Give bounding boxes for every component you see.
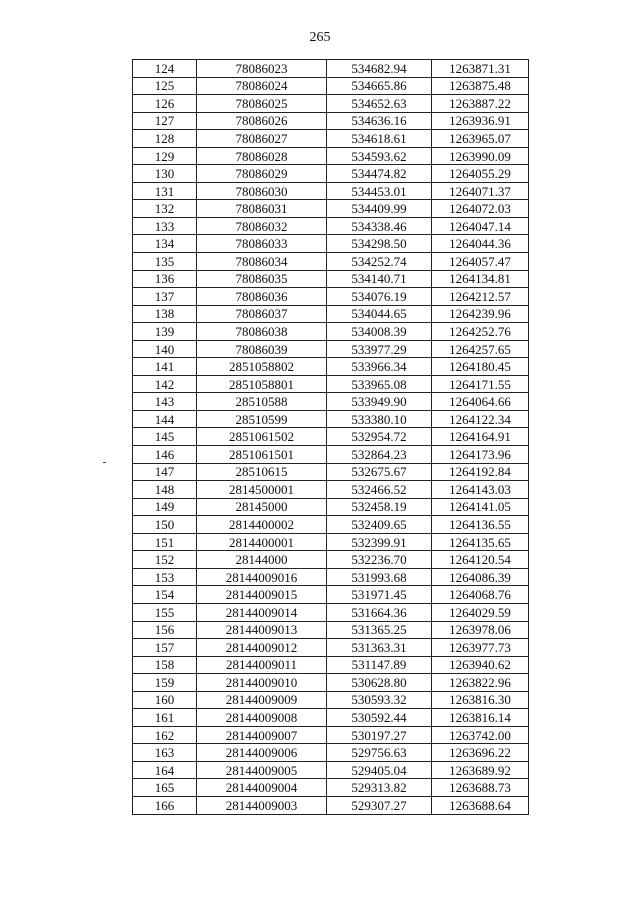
point-id-cell: 2814500001 <box>197 481 327 499</box>
row-number-cell: 146 <box>133 446 197 464</box>
x-coordinate-cell: 534682.94 <box>327 60 432 78</box>
y-coordinate-cell: 1264257.65 <box>432 340 529 358</box>
x-coordinate-cell: 531365.25 <box>327 621 432 639</box>
y-coordinate-cell: 1264122.34 <box>432 410 529 428</box>
x-coordinate-cell: 534140.71 <box>327 270 432 288</box>
x-coordinate-cell: 529405.04 <box>327 761 432 779</box>
table-row <box>133 516 529 534</box>
row-number-cell: 138 <box>133 305 197 323</box>
row-number-cell: 165 <box>133 779 197 797</box>
point-id-cell: 78086039 <box>197 340 327 358</box>
y-coordinate-cell: 1264171.55 <box>432 375 529 393</box>
row-number-cell: 147 <box>133 463 197 481</box>
point-id-cell: 78086033 <box>197 235 327 253</box>
table-row <box>133 95 529 113</box>
y-coordinate-cell: 1264057.47 <box>432 253 529 271</box>
x-coordinate-cell: 532409.65 <box>327 516 432 534</box>
coordinates-table-body <box>133 60 529 815</box>
row-number-cell: 159 <box>133 674 197 692</box>
table-row <box>133 253 529 271</box>
table-row <box>133 428 529 446</box>
y-coordinate-cell: 1264055.29 <box>432 165 529 183</box>
row-number-cell: 161 <box>133 709 197 727</box>
table-row <box>133 200 529 218</box>
row-number-cell: 150 <box>133 516 197 534</box>
table-row <box>133 481 529 499</box>
table-row <box>133 533 529 551</box>
row-number-cell: 143 <box>133 393 197 411</box>
x-coordinate-cell: 534636.16 <box>327 112 432 130</box>
row-number-cell: 142 <box>133 375 197 393</box>
x-coordinate-cell: 534044.65 <box>327 305 432 323</box>
row-number-cell: 160 <box>133 691 197 709</box>
table-row <box>133 639 529 657</box>
x-coordinate-cell: 534252.74 <box>327 253 432 271</box>
row-number-cell: 145 <box>133 428 197 446</box>
point-id-cell: 78086027 <box>197 130 327 148</box>
x-coordinate-cell: 533977.29 <box>327 340 432 358</box>
page-number: 265 <box>309 30 331 45</box>
point-id-cell: 28144009009 <box>197 691 327 709</box>
table-row <box>133 165 529 183</box>
row-number-cell: 139 <box>133 323 197 341</box>
y-coordinate-cell: 1264029.59 <box>432 603 529 621</box>
y-coordinate-cell: 1264086.39 <box>432 568 529 586</box>
row-number-cell: 128 <box>133 130 197 148</box>
table-row <box>133 551 529 569</box>
x-coordinate-cell: 530593.32 <box>327 691 432 709</box>
point-id-cell: 2814400001 <box>197 533 327 551</box>
y-coordinate-cell: 1264192.84 <box>432 463 529 481</box>
x-coordinate-cell: 532399.91 <box>327 533 432 551</box>
point-id-cell: 28144009016 <box>197 568 327 586</box>
table-row <box>133 691 529 709</box>
table-row <box>133 796 529 814</box>
row-number-cell: 158 <box>133 656 197 674</box>
y-coordinate-cell: 1264134.81 <box>432 270 529 288</box>
point-id-cell: 78086029 <box>197 165 327 183</box>
row-number-cell: 127 <box>133 112 197 130</box>
row-number-cell: 125 <box>133 77 197 95</box>
row-number-cell: 149 <box>133 498 197 516</box>
y-coordinate-cell: 1263990.09 <box>432 147 529 165</box>
point-id-cell: 2851061502 <box>197 428 327 446</box>
table-row <box>133 60 529 78</box>
y-coordinate-cell: 1263688.73 <box>432 779 529 797</box>
stray-mark <box>103 462 106 463</box>
row-number-cell: 154 <box>133 586 197 604</box>
point-id-cell: 28144000 <box>197 551 327 569</box>
y-coordinate-cell: 1264143.03 <box>432 481 529 499</box>
table-row <box>133 288 529 306</box>
y-coordinate-cell: 1264120.54 <box>432 551 529 569</box>
point-id-cell: 28144009014 <box>197 603 327 621</box>
table-row <box>133 761 529 779</box>
point-id-cell: 2851058801 <box>197 375 327 393</box>
point-id-cell: 28144009004 <box>197 779 327 797</box>
y-coordinate-cell: 1264180.45 <box>432 358 529 376</box>
row-number-cell: 148 <box>133 481 197 499</box>
point-id-cell: 2851058802 <box>197 358 327 376</box>
table-row <box>133 674 529 692</box>
table-row <box>133 726 529 744</box>
x-coordinate-cell: 534453.01 <box>327 182 432 200</box>
y-coordinate-cell: 1264072.03 <box>432 200 529 218</box>
table-row <box>133 656 529 674</box>
x-coordinate-cell: 534665.86 <box>327 77 432 95</box>
point-id-cell: 28144009012 <box>197 639 327 657</box>
table-row <box>133 498 529 516</box>
y-coordinate-cell: 1263696.22 <box>432 744 529 762</box>
row-number-cell: 155 <box>133 603 197 621</box>
row-number-cell: 133 <box>133 217 197 235</box>
table-row <box>133 112 529 130</box>
y-coordinate-cell: 1263977.73 <box>432 639 529 657</box>
x-coordinate-cell: 532236.70 <box>327 551 432 569</box>
table-row <box>133 130 529 148</box>
table-row <box>133 744 529 762</box>
y-coordinate-cell: 1263688.64 <box>432 796 529 814</box>
x-coordinate-cell: 534618.61 <box>327 130 432 148</box>
y-coordinate-cell: 1264071.37 <box>432 182 529 200</box>
x-coordinate-cell: 530592.44 <box>327 709 432 727</box>
point-id-cell: 28144009015 <box>197 586 327 604</box>
x-coordinate-cell: 531993.68 <box>327 568 432 586</box>
table-row <box>133 270 529 288</box>
table-row <box>133 586 529 604</box>
y-coordinate-cell: 1263742.00 <box>432 726 529 744</box>
y-coordinate-cell: 1264135.65 <box>432 533 529 551</box>
x-coordinate-cell: 534474.82 <box>327 165 432 183</box>
y-coordinate-cell: 1263887.22 <box>432 95 529 113</box>
x-coordinate-cell: 534593.62 <box>327 147 432 165</box>
row-number-cell: 132 <box>133 200 197 218</box>
point-id-cell: 78086034 <box>197 253 327 271</box>
point-id-cell: 78086035 <box>197 270 327 288</box>
x-coordinate-cell: 534409.99 <box>327 200 432 218</box>
y-coordinate-cell: 1263822.96 <box>432 674 529 692</box>
x-coordinate-cell: 534008.39 <box>327 323 432 341</box>
x-coordinate-cell: 532954.72 <box>327 428 432 446</box>
table-row <box>133 410 529 428</box>
point-id-cell: 28144009013 <box>197 621 327 639</box>
point-id-cell: 28144009003 <box>197 796 327 814</box>
table-row <box>133 709 529 727</box>
table-row <box>133 77 529 95</box>
y-coordinate-cell: 1263978.06 <box>432 621 529 639</box>
x-coordinate-cell: 529313.82 <box>327 779 432 797</box>
x-coordinate-cell: 529756.63 <box>327 744 432 762</box>
row-number-cell: 135 <box>133 253 197 271</box>
table-row <box>133 393 529 411</box>
table-row <box>133 235 529 253</box>
x-coordinate-cell: 531147.89 <box>327 656 432 674</box>
point-id-cell: 78086026 <box>197 112 327 130</box>
point-id-cell: 28144009010 <box>197 674 327 692</box>
x-coordinate-cell: 534652.63 <box>327 95 432 113</box>
y-coordinate-cell: 1263936.91 <box>432 112 529 130</box>
row-number-cell: 164 <box>133 761 197 779</box>
y-coordinate-cell: 1264136.55 <box>432 516 529 534</box>
x-coordinate-cell: 530197.27 <box>327 726 432 744</box>
row-number-cell: 140 <box>133 340 197 358</box>
table-row <box>133 340 529 358</box>
point-id-cell: 28144009006 <box>197 744 327 762</box>
table-row <box>133 463 529 481</box>
row-number-cell: 134 <box>133 235 197 253</box>
point-id-cell: 28510588 <box>197 393 327 411</box>
point-id-cell: 78086024 <box>197 77 327 95</box>
table-row <box>133 603 529 621</box>
y-coordinate-cell: 1263940.62 <box>432 656 529 674</box>
table-row <box>133 358 529 376</box>
x-coordinate-cell: 534298.50 <box>327 235 432 253</box>
x-coordinate-cell: 533966.34 <box>327 358 432 376</box>
point-id-cell: 78086038 <box>197 323 327 341</box>
point-id-cell: 78086037 <box>197 305 327 323</box>
row-number-cell: 144 <box>133 410 197 428</box>
y-coordinate-cell: 1263689.92 <box>432 761 529 779</box>
point-id-cell: 28144009008 <box>197 709 327 727</box>
point-id-cell: 78086025 <box>197 95 327 113</box>
point-id-cell: 78086028 <box>197 147 327 165</box>
point-id-cell: 78086030 <box>197 182 327 200</box>
x-coordinate-cell: 533949.90 <box>327 393 432 411</box>
table-row <box>133 375 529 393</box>
x-coordinate-cell: 530628.80 <box>327 674 432 692</box>
point-id-cell: 2814400002 <box>197 516 327 534</box>
point-id-cell: 78086036 <box>197 288 327 306</box>
row-number-cell: 131 <box>133 182 197 200</box>
row-number-cell: 162 <box>133 726 197 744</box>
point-id-cell: 28510599 <box>197 410 327 428</box>
y-coordinate-cell: 1264252.76 <box>432 323 529 341</box>
row-number-cell: 156 <box>133 621 197 639</box>
coordinates-table <box>132 59 529 815</box>
row-number-cell: 124 <box>133 60 197 78</box>
row-number-cell: 163 <box>133 744 197 762</box>
row-number-cell: 166 <box>133 796 197 814</box>
y-coordinate-cell: 1263875.48 <box>432 77 529 95</box>
y-coordinate-cell: 1264068.76 <box>432 586 529 604</box>
y-coordinate-cell: 1263871.31 <box>432 60 529 78</box>
x-coordinate-cell: 532864.23 <box>327 446 432 464</box>
y-coordinate-cell: 1264164.91 <box>432 428 529 446</box>
y-coordinate-cell: 1264141.05 <box>432 498 529 516</box>
x-coordinate-cell: 529307.27 <box>327 796 432 814</box>
row-number-cell: 136 <box>133 270 197 288</box>
point-id-cell: 28144009005 <box>197 761 327 779</box>
row-number-cell: 151 <box>133 533 197 551</box>
point-id-cell: 28144009011 <box>197 656 327 674</box>
row-number-cell: 126 <box>133 95 197 113</box>
table-row <box>133 446 529 464</box>
point-id-cell: 28510615 <box>197 463 327 481</box>
y-coordinate-cell: 1264239.96 <box>432 305 529 323</box>
point-id-cell: 28144009007 <box>197 726 327 744</box>
x-coordinate-cell: 531664.36 <box>327 603 432 621</box>
row-number-cell: 137 <box>133 288 197 306</box>
x-coordinate-cell: 531363.31 <box>327 639 432 657</box>
y-coordinate-cell: 1264044.36 <box>432 235 529 253</box>
y-coordinate-cell: 1263816.14 <box>432 709 529 727</box>
y-coordinate-cell: 1264047.14 <box>432 217 529 235</box>
point-id-cell: 78086031 <box>197 200 327 218</box>
y-coordinate-cell: 1264212.57 <box>432 288 529 306</box>
table-row <box>133 182 529 200</box>
row-number-cell: 129 <box>133 147 197 165</box>
row-number-cell: 153 <box>133 568 197 586</box>
x-coordinate-cell: 532466.52 <box>327 481 432 499</box>
x-coordinate-cell: 531971.45 <box>327 586 432 604</box>
point-id-cell: 28145000 <box>197 498 327 516</box>
row-number-cell: 157 <box>133 639 197 657</box>
table-row <box>133 323 529 341</box>
point-id-cell: 2851061501 <box>197 446 327 464</box>
x-coordinate-cell: 533380.10 <box>327 410 432 428</box>
table-row <box>133 147 529 165</box>
table-row <box>133 568 529 586</box>
y-coordinate-cell: 1264064.66 <box>432 393 529 411</box>
table-row <box>133 305 529 323</box>
point-id-cell: 78086023 <box>197 60 327 78</box>
x-coordinate-cell: 534338.46 <box>327 217 432 235</box>
point-id-cell: 78086032 <box>197 217 327 235</box>
row-number-cell: 130 <box>133 165 197 183</box>
y-coordinate-cell: 1264173.96 <box>432 446 529 464</box>
x-coordinate-cell: 532675.67 <box>327 463 432 481</box>
table-row <box>133 779 529 797</box>
row-number-cell: 141 <box>133 358 197 376</box>
x-coordinate-cell: 533965.08 <box>327 375 432 393</box>
x-coordinate-cell: 534076.19 <box>327 288 432 306</box>
y-coordinate-cell: 1263816.30 <box>432 691 529 709</box>
y-coordinate-cell: 1263965.07 <box>432 130 529 148</box>
table-row <box>133 621 529 639</box>
table-row <box>133 217 529 235</box>
row-number-cell: 152 <box>133 551 197 569</box>
x-coordinate-cell: 532458.19 <box>327 498 432 516</box>
